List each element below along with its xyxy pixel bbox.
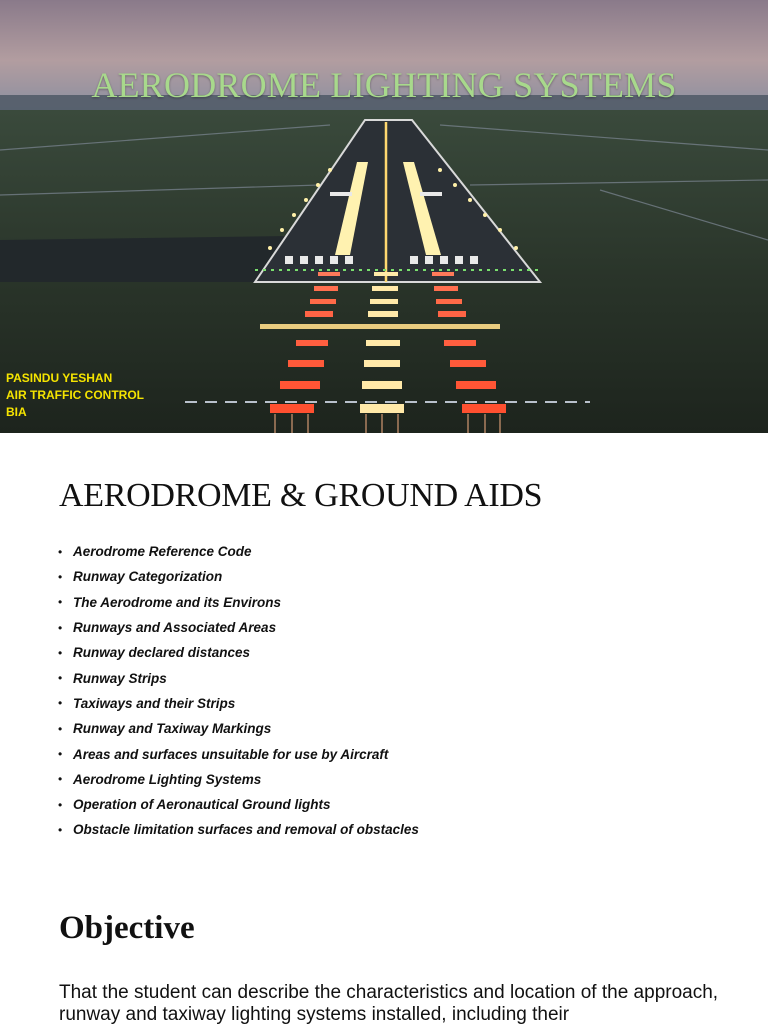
list-item-text: Runway and Taxiway Markings (73, 721, 272, 737)
bullet-icon: • (58, 822, 63, 837)
list-item (58, 767, 419, 792)
author-name: PASINDU YESHAN (6, 371, 113, 385)
list-item-text: Runway Strips (73, 670, 167, 686)
objective-text: That the student can describe the characteristics and location of the approach, runway and taxiway lighting systems installed, including their (59, 982, 719, 1025)
bullet-icon: • (58, 797, 63, 812)
list-item (58, 817, 419, 842)
list-item (58, 691, 419, 716)
list-item (58, 716, 419, 741)
list-item-text: Areas and surfaces unsuitable for use by Aircraft (73, 746, 389, 762)
topic-list (58, 539, 419, 843)
author-department: AIR TRAFFIC CONTROL (6, 388, 144, 402)
title-slide (0, 0, 768, 433)
list-item (58, 590, 419, 615)
agenda-slide (0, 433, 768, 863)
bullet-icon: • (58, 721, 63, 736)
list-item (58, 741, 419, 766)
bullet-icon: • (58, 544, 63, 559)
slide-title: AERODROME LIGHTING SYSTEMS (91, 65, 677, 105)
bullet-icon: • (58, 595, 63, 610)
list-item (58, 792, 419, 817)
author-organization: BIA (6, 405, 27, 419)
list-item-text: Obstacle limitation surfaces and removal of obstacles (73, 822, 419, 838)
list-item-text: Operation of Aeronautical Ground lights (73, 797, 331, 813)
bullet-icon: • (58, 671, 63, 686)
list-item-text: Aerodrome Lighting Systems (73, 771, 262, 787)
list-item-text: Runway declared distances (73, 645, 251, 661)
list-item-text: Aerodrome Reference Code (73, 544, 252, 560)
list-item-text: Runways and Associated Areas (73, 620, 277, 636)
list-item-text: Taxiways and their Strips (73, 695, 236, 711)
list-item (58, 640, 419, 665)
objective-slide (0, 870, 768, 1024)
bullet-icon: • (58, 620, 63, 635)
bullet-icon: • (58, 772, 63, 787)
bullet-icon: • (58, 645, 63, 660)
slide-title: AERODROME & GROUND AIDS (59, 477, 543, 514)
bullet-icon: • (58, 569, 63, 584)
list-item (58, 539, 419, 564)
list-item-text: The Aerodrome and its Environs (73, 594, 282, 610)
list-item (58, 615, 419, 640)
author-block (6, 370, 144, 421)
slide-title: Objective (59, 910, 195, 946)
list-item (58, 665, 419, 690)
list-item-text: Runway Categorization (73, 569, 223, 585)
bullet-icon: • (58, 696, 63, 711)
bullet-icon: • (58, 747, 63, 762)
list-item (58, 564, 419, 589)
